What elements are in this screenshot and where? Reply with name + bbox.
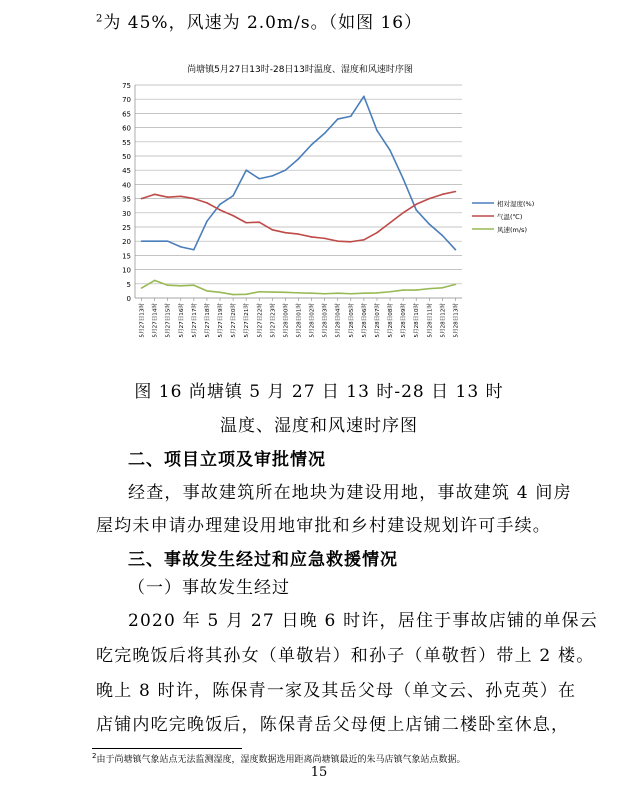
data-point <box>298 158 300 160</box>
x-tick-label: 5月28日12时 <box>440 303 447 338</box>
data-point <box>442 287 444 289</box>
data-point <box>442 235 444 237</box>
data-point <box>363 239 365 241</box>
data-point <box>376 232 378 234</box>
y-tick-label: 10 <box>122 266 131 275</box>
data-point <box>285 292 287 294</box>
paragraph-line: 吃完晚饭后将其孙女（单敬岩）和孙子（单敬哲）带上 2 楼。 <box>96 646 595 666</box>
page-number: 15 <box>310 765 328 780</box>
x-tick-label: 5月28日07时 <box>374 303 381 338</box>
y-tick-label: 20 <box>122 238 131 247</box>
data-point <box>258 291 260 293</box>
x-tick-label: 5月28日02时 <box>309 303 316 338</box>
data-point <box>167 240 169 242</box>
y-tick-label: 50 <box>122 153 131 161</box>
data-point <box>429 288 431 290</box>
time-series-chart <box>110 55 540 355</box>
data-point <box>350 241 352 243</box>
y-tick-label: 5 <box>126 280 131 289</box>
data-point <box>298 233 300 235</box>
paragraph-line: 晚上 8 时许，陈保青一家及其岳父母（单文云、孙克英）在 <box>96 681 577 701</box>
data-point <box>258 221 260 223</box>
y-tick-label: 55 <box>122 138 131 147</box>
data-point <box>193 249 195 251</box>
x-tick-label: 5月27日17时 <box>191 303 198 338</box>
legend-label: 风速(m/s) <box>497 226 527 234</box>
data-point <box>455 191 457 193</box>
data-point <box>337 292 339 294</box>
data-point <box>415 203 417 205</box>
data-point <box>154 280 156 282</box>
data-point <box>141 287 143 289</box>
x-tick-label: 5月28日01时 <box>296 303 303 338</box>
x-tick-label: 5月27日15时 <box>165 303 172 338</box>
data-point <box>376 130 378 132</box>
data-point <box>363 292 365 294</box>
x-tick-label: 5月28日11时 <box>427 303 434 338</box>
data-point <box>219 292 221 294</box>
y-tick-label: 0 <box>126 295 131 303</box>
y-tick-label: 45 <box>122 167 131 176</box>
data-point <box>324 238 326 240</box>
x-tick-label: 5月28日10时 <box>414 303 421 338</box>
section-heading-approval: 二、项目立项及审批情况 <box>128 450 326 470</box>
data-point <box>389 150 391 152</box>
y-tick-label: 35 <box>122 195 131 204</box>
data-point <box>219 203 221 205</box>
x-tick-label: 5月27日21时 <box>244 303 251 338</box>
data-point <box>337 240 339 242</box>
x-tick-label: 5月28日09时 <box>401 303 408 338</box>
data-point <box>141 240 143 242</box>
data-point <box>402 289 404 291</box>
data-point <box>232 215 234 217</box>
y-tick-label: 65 <box>122 110 131 119</box>
x-tick-label: 5月28日13时 <box>453 303 460 338</box>
paragraph-line: 店铺内吃完晚饭后，陈保青岳父母便上店铺二楼卧室休息， <box>96 715 570 735</box>
x-tick-label: 5月27日16时 <box>178 303 185 338</box>
data-point <box>232 195 234 197</box>
data-point <box>206 221 208 223</box>
y-tick-label: 25 <box>122 224 131 232</box>
section-heading-accident: 三、事故发生经过和应急救援情况 <box>128 550 398 570</box>
x-tick-label: 5月27日23时 <box>270 303 277 338</box>
data-point <box>389 222 391 224</box>
data-point <box>311 292 313 294</box>
y-tick-label: 15 <box>122 252 131 261</box>
data-point <box>337 118 339 120</box>
data-point <box>219 209 221 211</box>
data-point <box>350 115 352 117</box>
data-point <box>363 96 365 98</box>
data-point <box>167 284 169 286</box>
continuation-text: 为 45%，风速为 2.0m/s。（如图 16） <box>103 13 423 33</box>
data-point <box>455 249 457 251</box>
data-point <box>311 236 313 238</box>
data-point <box>442 194 444 196</box>
data-point <box>311 144 313 146</box>
footnote-number: 2 <box>92 752 97 760</box>
y-tick-label: 40 <box>122 181 131 190</box>
data-point <box>429 223 431 225</box>
paragraph-line: 屋均未申请办理建设用地审批和乡村建设规划许可手续。 <box>96 516 551 536</box>
figure-caption-line2: 温度、湿度和风速时序图 <box>220 416 418 436</box>
data-point <box>245 222 247 224</box>
data-point <box>455 284 457 286</box>
data-point <box>285 232 287 234</box>
chart-title: 尚塘镇5月27日13时-28日13时温度、湿度和风速时序图 <box>187 65 413 75</box>
data-point <box>389 291 391 293</box>
data-point <box>258 178 260 180</box>
x-tick-label: 5月27日13时 <box>139 303 146 338</box>
y-tick-label: 75 <box>122 82 131 90</box>
data-point <box>429 198 431 200</box>
footnote-divider <box>92 748 242 749</box>
footnote <box>92 752 465 765</box>
paragraph-line: 经查，事故建筑所在地块为建设用地，事故建筑 4 间房 <box>128 483 572 503</box>
y-tick-label: 30 <box>122 209 131 218</box>
data-point <box>141 198 143 200</box>
x-tick-label: 5月28日08时 <box>388 303 395 338</box>
data-point <box>350 293 352 295</box>
legend-label: 相对湿度(%) <box>497 200 535 208</box>
data-point <box>415 289 417 291</box>
data-point <box>245 169 247 171</box>
data-point <box>272 229 274 231</box>
data-point <box>324 132 326 134</box>
data-point <box>245 294 247 296</box>
data-point <box>415 209 417 211</box>
data-point <box>272 291 274 293</box>
data-point <box>154 194 156 196</box>
x-tick-label: 5月28日03时 <box>322 303 329 338</box>
x-tick-label: 5月27日22时 <box>257 303 264 338</box>
x-tick-label: 5月27日20时 <box>231 303 238 338</box>
subsection-heading: （一）事故发生经过 <box>128 578 290 598</box>
footnote-ref: 2 <box>96 13 104 25</box>
data-point <box>180 285 182 287</box>
paragraph-line: 2020 年 5 月 27 日晚 6 时许，居住于事故店铺的单保云 <box>128 611 598 631</box>
x-tick-label: 5月28日00时 <box>283 303 290 338</box>
data-point <box>206 290 208 292</box>
x-tick-label: 5月28日05时 <box>348 303 355 338</box>
figure-caption-line1: 图 16 尚塘镇 5 月 27 日 13 时-28 日 13 时 <box>134 382 504 402</box>
continuation-line <box>96 8 422 33</box>
footnote-text: 由于尚塘镇气象站点无法监测湿度，湿度数据选用距离尚塘镇最近的朱马店镇气象站点数据。 <box>96 755 466 765</box>
y-tick-label: 70 <box>122 96 131 105</box>
data-point <box>193 284 195 286</box>
y-tick-label: 60 <box>122 124 131 133</box>
x-tick-label: 5月27日14时 <box>152 303 159 338</box>
data-point <box>272 175 274 177</box>
data-point <box>206 202 208 204</box>
data-point <box>167 196 169 198</box>
data-point <box>298 292 300 294</box>
data-point <box>324 293 326 295</box>
data-point <box>285 169 287 171</box>
data-point <box>402 212 404 214</box>
x-tick-label: 5月28日04时 <box>335 303 342 338</box>
data-point <box>376 292 378 294</box>
x-tick-label: 5月27日19时 <box>218 303 225 338</box>
data-point <box>180 196 182 198</box>
x-tick-label: 5月28日06时 <box>361 303 368 338</box>
x-tick-label: 5月27日18时 <box>204 303 211 338</box>
legend-label: 气温(℃) <box>497 213 523 221</box>
data-point <box>180 246 182 248</box>
data-point <box>193 198 195 200</box>
data-point <box>154 240 156 242</box>
data-point <box>402 178 404 180</box>
data-point <box>232 294 234 296</box>
